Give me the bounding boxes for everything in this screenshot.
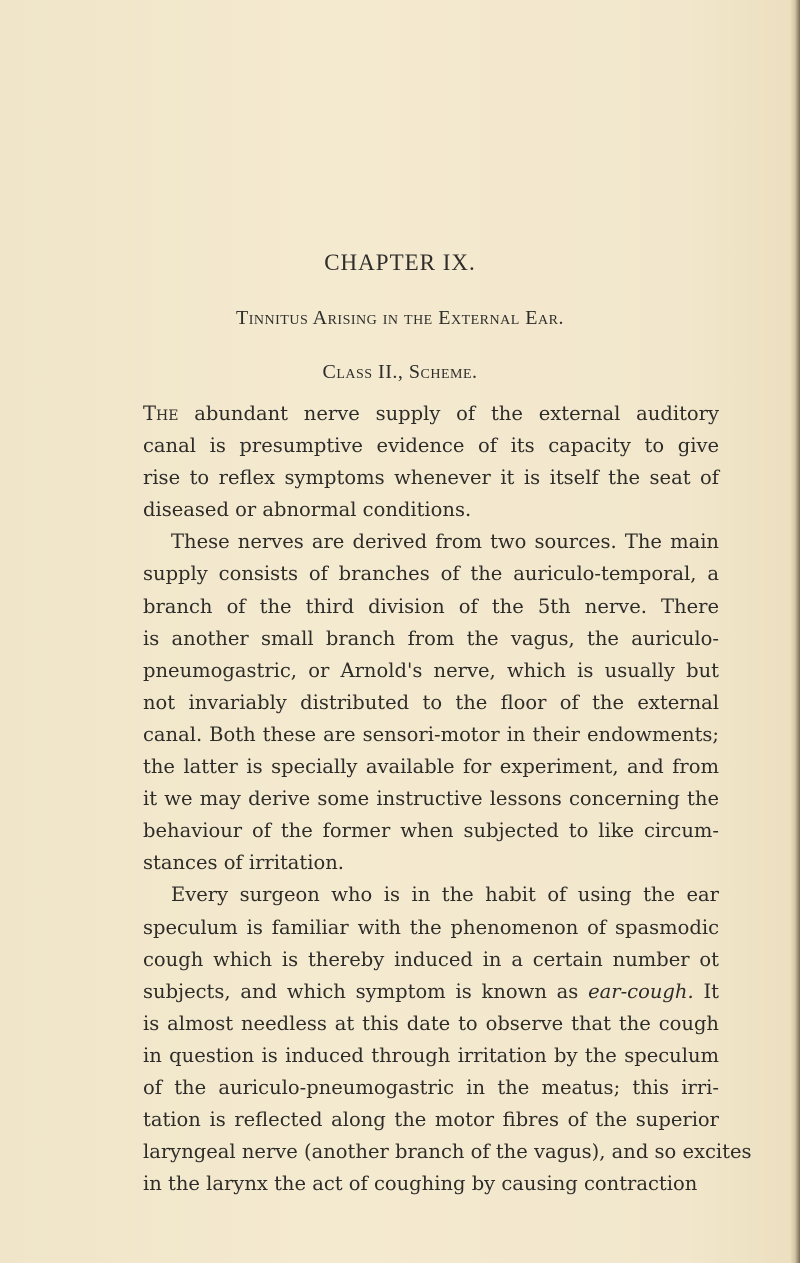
text-line: is almost needless at this date to observe that the cough	[143, 1011, 719, 1035]
text-line: canal. Both these are sensori-motor in their endowments;	[143, 722, 719, 746]
text-line: is another small branch from the vagus, the auriculo-	[143, 626, 719, 650]
text-line: stances of irritation.	[143, 851, 344, 875]
text-line: rise to reflex symptoms whenever it is itself the seat of	[143, 466, 719, 490]
italic-term: ear-cough.	[588, 979, 694, 1003]
text-line: laryngeal nerve (another branch of the vagus), and so excites	[143, 1140, 752, 1164]
text-line: the latter is specially available for experiment, and from	[143, 755, 719, 779]
text-line: cough which is thereby induced in a certain number ot	[143, 947, 719, 971]
text-line: in question is induced through irritation by the speculum	[143, 1043, 719, 1067]
paragraph-1	[143, 398, 719, 526]
page-edge-shadow	[790, 0, 800, 1263]
chapter-heading: CHAPTER IX.	[324, 250, 476, 275]
text-line: in the larynx the act of coughing by causing contraction	[143, 1172, 698, 1196]
text-line: branch of the third division of the 5th nerve. There	[143, 594, 719, 618]
text-line: subjects, and which symptom is known as ear-cough. It	[143, 979, 719, 1003]
text-line: speculum is familiar with the phenomenon of spasmodic	[143, 915, 719, 939]
body-text	[143, 398, 752, 1200]
lead-word: The	[143, 402, 179, 425]
text-line: supply consists of branches of the auriculo-temporal, a	[143, 562, 719, 586]
text-line: The abundant nerve supply of the external auditory	[143, 402, 719, 425]
paragraph-3	[143, 879, 752, 1200]
text-line: canal is presumptive evidence of its capacity to give	[143, 434, 719, 458]
paragraph-2	[143, 526, 719, 879]
text-line: not invariably distributed to the floor of the external	[143, 690, 719, 714]
text-line: These nerves are derived from two sources. The main	[171, 530, 719, 554]
text-line: behaviour of the former when subjected to like circum-	[143, 819, 719, 843]
text-line: it we may derive some instructive lessons concerning the	[143, 787, 719, 811]
text-line: tation is reflected along the motor fibres of the superior	[143, 1108, 719, 1132]
chapter-subtitle: Tinnitus Arising in the External Ear.	[236, 307, 564, 329]
text-line: of the auriculo-pneumogastric in the meatus; this irri-	[143, 1075, 719, 1099]
text-line: pneumogastric, or Arnold's nerve, which is usually but	[143, 658, 719, 682]
text-line: diseased or abnormal conditions.	[143, 498, 472, 522]
class-scheme-line: Class II., Scheme.	[322, 361, 478, 383]
text-line: Every surgeon who is in the habit of using the ear	[171, 883, 719, 907]
